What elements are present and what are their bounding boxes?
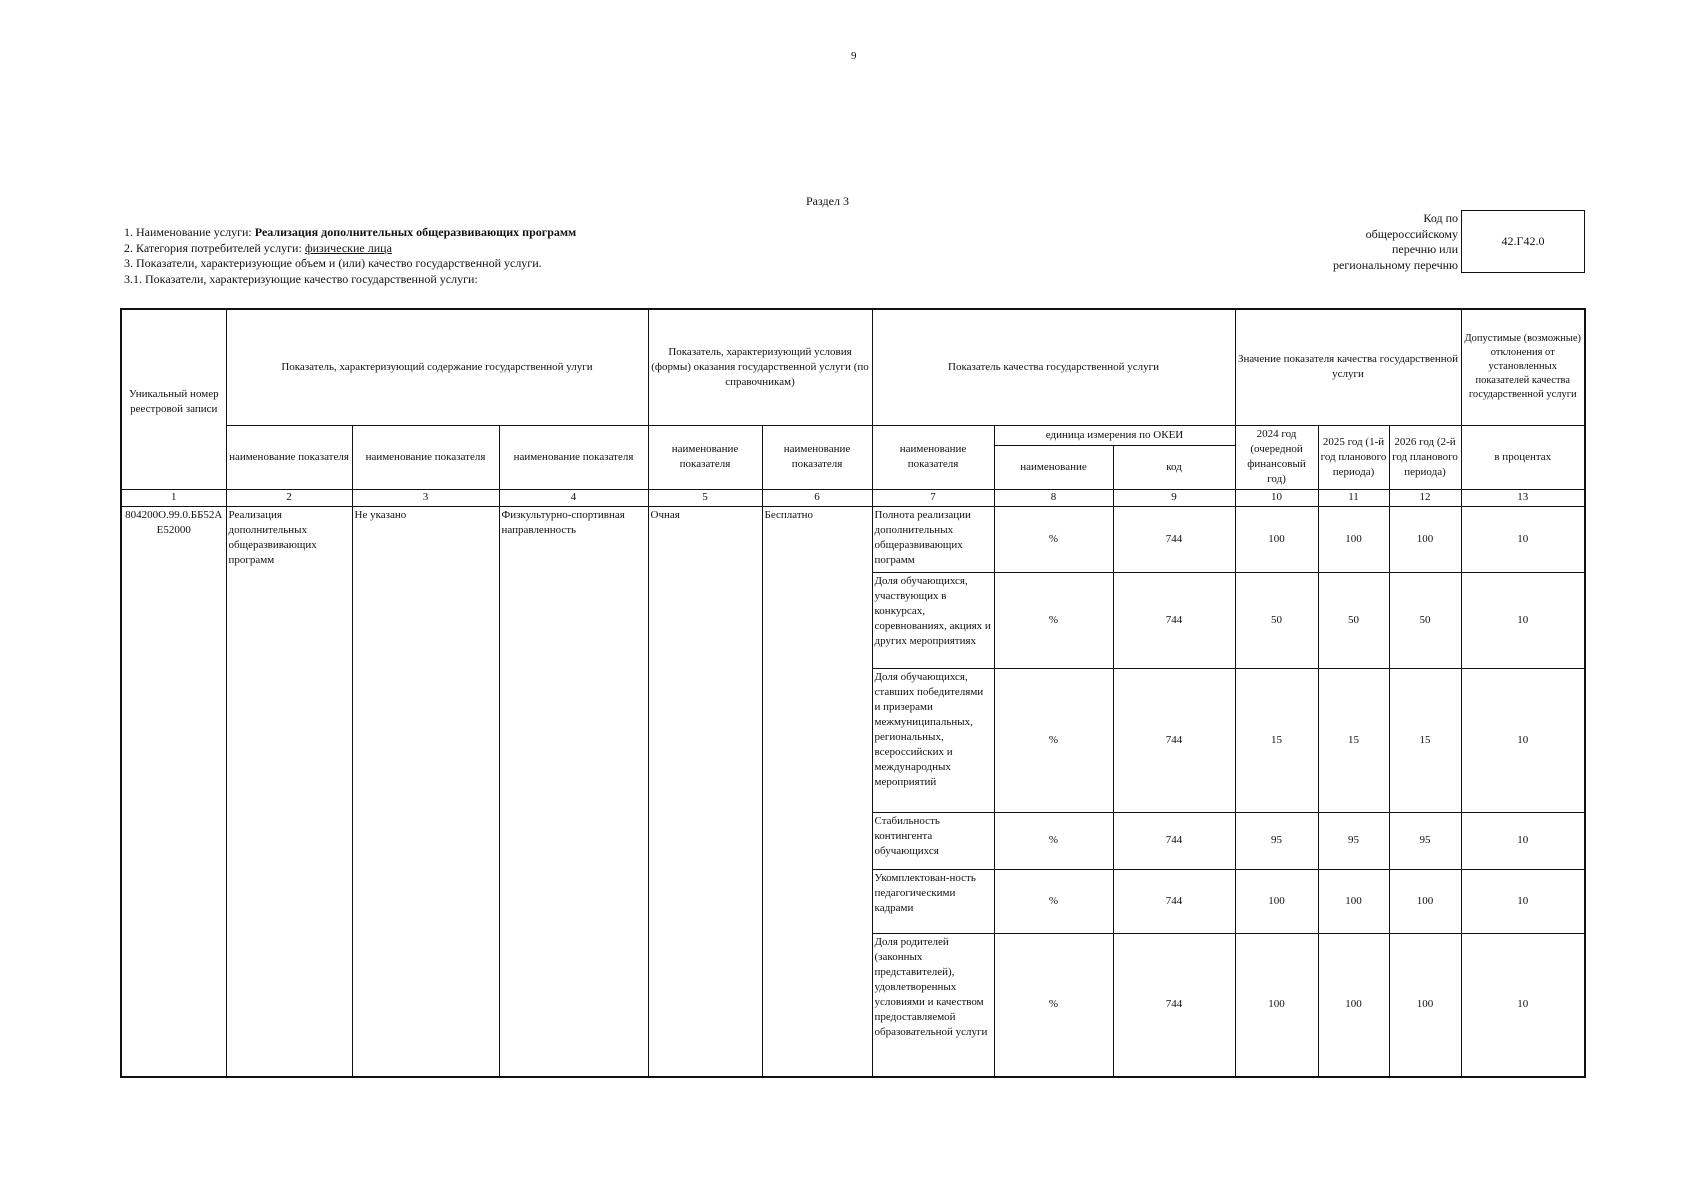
header-col9: код [1113, 445, 1235, 489]
service-name-value: Реализация дополнительных общеразвивающих программ [254, 225, 577, 239]
value-2026: 50 [1389, 572, 1461, 668]
indicator-code: 744 [1113, 668, 1235, 812]
registry-code-box [1461, 210, 1585, 273]
header-col4: наименование показателя [499, 425, 648, 489]
code-label-line: общероссийскому [1365, 226, 1458, 241]
column-number: 12 [1389, 489, 1461, 506]
column-number: 10 [1235, 489, 1318, 506]
consumer-category-line [124, 241, 576, 257]
quality-indicators-table [120, 308, 1586, 1078]
indicator-code: 744 [1113, 869, 1235, 933]
registry-code-value: 42.Г42.0 [1501, 234, 1545, 248]
indicator-unit: % [994, 812, 1113, 869]
header-conditions-group: Показатель, характеризующий условия (формы) оказания государственной услуги (по справочникам) [648, 309, 872, 425]
column-number: 2 [226, 489, 352, 506]
section-title: Раздел 3 [806, 194, 849, 208]
value-2025: 50 [1318, 572, 1389, 668]
header-col2: наименование показателя [226, 425, 352, 489]
indicator-unit: % [994, 572, 1113, 668]
deviation-value: 10 [1461, 812, 1585, 869]
column-number: 1 [121, 489, 226, 506]
indicator-name: Доля обучающихся, участвующих в конкурсах, соревнованиях, акциях и других мероприятиях [872, 572, 994, 668]
indicator-code: 744 [1113, 933, 1235, 1077]
value-2024: 50 [1235, 572, 1318, 668]
value-2024: 95 [1235, 812, 1318, 869]
column-number: 7 [872, 489, 994, 506]
indicator-unit: % [994, 869, 1113, 933]
column-number-row [121, 489, 1585, 506]
indicator-unit: % [994, 933, 1113, 1077]
registry-code-label [1300, 211, 1458, 273]
indicator-code: 744 [1113, 572, 1235, 668]
column-number: 4 [499, 489, 648, 506]
record-col3: Не указано [352, 506, 499, 1077]
header-content-group: Показатель, характеризующий содержание государственной улуги [226, 309, 648, 425]
header-col11: 2025 год (1-й год планового периода) [1318, 425, 1389, 489]
column-number: 5 [648, 489, 762, 506]
record-col5: Очная [648, 506, 762, 1077]
header-col10: 2024 год (очередной финансовый год) [1235, 425, 1318, 489]
indicator-name: Доля обучающихся, ставших победителями и призерами межмуниципальных, региональных, всероссийских и международных мероприятий [872, 668, 994, 812]
code-label-line: перечню или [1391, 242, 1458, 256]
column-number: 9 [1113, 489, 1235, 506]
header-deviation: Допустимые (возможные) отклонения от установленных показателей качества государственной услуги [1461, 309, 1585, 425]
service-name-label: 1. Наименование услуги: [124, 225, 255, 239]
deviation-value: 10 [1461, 869, 1585, 933]
deviation-value: 10 [1461, 506, 1585, 572]
value-2025: 95 [1318, 812, 1389, 869]
header-okei: единица измерения по ОКЕИ [994, 425, 1235, 445]
code-label-line: Код по [1423, 211, 1458, 225]
header-col8: наименование [994, 445, 1113, 489]
header-value-group: Значение показателя качества государственной услуги [1235, 309, 1461, 425]
header-unique-number: Уникальный номер реестровой записи [121, 309, 226, 489]
value-2024: 100 [1235, 933, 1318, 1077]
deviation-value: 10 [1461, 668, 1585, 812]
column-number: 13 [1461, 489, 1585, 506]
indicator-code: 744 [1113, 506, 1235, 572]
indicator-code: 744 [1113, 812, 1235, 869]
value-2026: 95 [1389, 812, 1461, 869]
header-col13: в процентах [1461, 425, 1585, 489]
service-name-line [124, 225, 576, 241]
value-2026: 100 [1389, 933, 1461, 1077]
indicator-unit: % [994, 668, 1113, 812]
indicator-unit: % [994, 506, 1113, 572]
record-col4: Физкультурно-спортивная направленность [499, 506, 648, 1077]
value-2026: 15 [1389, 668, 1461, 812]
table-row [121, 506, 1585, 572]
value-2024: 100 [1235, 869, 1318, 933]
column-number: 3 [352, 489, 499, 506]
value-2026: 100 [1389, 869, 1461, 933]
value-2024: 15 [1235, 668, 1318, 812]
value-2024: 100 [1235, 506, 1318, 572]
value-2025: 100 [1318, 869, 1389, 933]
record-col2: Реализация дополнительных общеразвивающих программ [226, 506, 352, 1077]
consumer-category-label: 2. Категория потребителей услуги: [124, 240, 305, 255]
service-info [124, 225, 576, 287]
value-2025: 100 [1318, 933, 1389, 1077]
unique-number-cell: 804200О.99.0.ББ52АЕ52000 [121, 506, 226, 1077]
indicator-name: Полнота реализации дополнительных общеразвивающих пограмм [872, 506, 994, 572]
value-2026: 100 [1389, 506, 1461, 572]
column-number: 8 [994, 489, 1113, 506]
indicators-heading: 3. Показатели, характеризующие объем и (или) качество государственной услуги. [124, 256, 542, 270]
value-2025: 15 [1318, 668, 1389, 812]
record-col6: Бесплатно [762, 506, 872, 1077]
column-number: 11 [1318, 489, 1389, 506]
indicator-name: Стабильность контингента обучающихся [872, 812, 994, 869]
column-number: 6 [762, 489, 872, 506]
deviation-value: 10 [1461, 933, 1585, 1077]
deviation-value: 10 [1461, 572, 1585, 668]
header-quality-group: Показатель качества государственной услуги [872, 309, 1235, 425]
indicator-name: Доля родителей (законных представителей), удовлетворенных условиями и качеством предоставляемой образовательной услуги [872, 933, 994, 1077]
header-col6: наименование показателя [762, 425, 872, 489]
header-col12: 2026 год (2-й год планового периода) [1389, 425, 1461, 489]
quality-indicators-heading: 3.1. Показатели, характеризующие качество государственной услуги: [124, 271, 478, 286]
consumer-category-value: физические лица [304, 240, 392, 255]
header-col3: наименование показателя [352, 425, 499, 489]
header-col7: наименование показателя [872, 425, 994, 489]
value-2025: 100 [1318, 506, 1389, 572]
header-col5: наименование показателя [648, 425, 762, 489]
indicator-name: Укомплектован-ность педагогическими кадрами [872, 869, 994, 933]
code-label-line: региональному перечню [1333, 257, 1458, 272]
page-number: 9 [851, 50, 857, 62]
